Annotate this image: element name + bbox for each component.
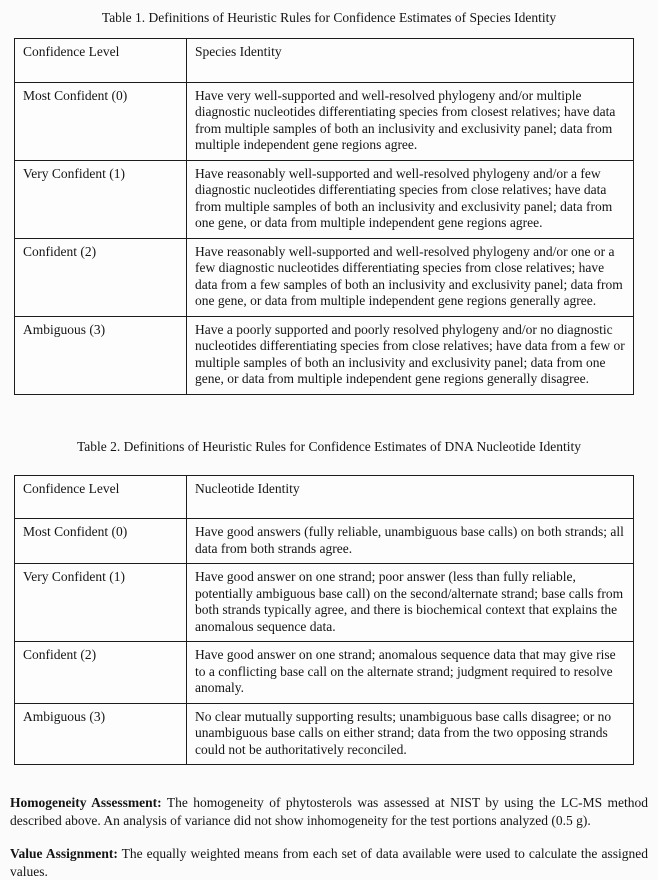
nucleotide-identity-header: Nucleotide Identity (187, 475, 634, 519)
confidence-level-cell: Very Confident (1) (15, 160, 187, 238)
definition-cell: No clear mutually supporting results; unambiguous base calls disagree; or no unambiguous base calls on either strand; data from the two opposing strands could not be authoritatively reconciled. (187, 703, 634, 765)
confidence-level-cell: Confident (2) (15, 238, 187, 316)
definition-cell: Have very well-supported and well-resolved phylogeny and/or multiple diagnostic nucleotides differentiating species from closest relatives; have data from multiple samples of both an inclusivity and exclusivity panel; data from multiple independent gene regions agree. (187, 82, 634, 160)
definition-cell: Have reasonably well-supported and well-resolved phylogeny and/or one or a few diagnostic nucleotides differentiating species from close relatives; have data from a few samples of both an inclusivity and exclusivity panel; data from one gene, or data from multiple independent gene regions generally agree. (187, 238, 634, 316)
definition-cell: Have good answer on one strand; poor answer (less than fully reliable, potentially ambiguous base call) on the second/alternate strand; base calls from both strands typically agree, and there is biochemical context that explains the anomalous sequence data. (187, 564, 634, 642)
table-1 (14, 38, 634, 395)
confidence-level-cell: Ambiguous (3) (15, 703, 187, 765)
homogeneity-assessment-paragraph (9, 794, 649, 829)
table-row (15, 238, 634, 316)
homogeneity-assessment-label: Homogeneity Assessment: (10, 795, 162, 810)
table-1-header-row (15, 39, 634, 83)
confidence-level-cell: Ambiguous (3) (15, 316, 187, 394)
definition-cell: Have good answers (fully reliable, unambiguous base calls) on both strands; all data from both strands agree. (187, 519, 634, 564)
definition-cell: Have reasonably well-supported and well-resolved phylogeny and/or a few diagnostic nucleotides differentiating species from close relatives; have data from multiple samples of both an inclusivity and exclusivity panel; data from one gene, or data from multiple independent gene regions agree. (187, 160, 634, 238)
confidence-level-cell: Confident (2) (15, 642, 187, 704)
table-row (15, 316, 634, 394)
definition-cell: Have good answer on one strand; anomalous sequence data that may give rise to a conflicting base call on the alternate strand; judgment required to resolve anomaly. (187, 642, 634, 704)
confidence-level-cell: Very Confident (1) (15, 564, 187, 642)
table-row (15, 642, 634, 704)
species-identity-header: Species Identity (187, 39, 634, 83)
confidence-level-cell: Most Confident (0) (15, 82, 187, 160)
table-1-title: Table 1. Definitions of Heuristic Rules for Confidence Estimates of Species Identity (101, 10, 557, 25)
value-assignment-text: The equally weighted means from each set of data available were used to calculate the assigned values. (10, 846, 648, 879)
table-2-title: Table 2. Definitions of Heuristic Rules for Confidence Estimates of DNA Nucleotide Identity (76, 438, 582, 454)
homogeneity-assessment-text: The homogeneity of phytosterols was assessed at NIST by using the LC-MS method described above. An analysis of variance did not show inhomogeneity for the test portions analyzed (0.5 g). (10, 795, 649, 828)
table-row (15, 82, 634, 160)
table-row (15, 703, 634, 765)
table-row (15, 564, 634, 642)
value-assignment-paragraph (9, 845, 649, 880)
value-assignment-label: Value Assignment: (10, 846, 118, 861)
table-row (15, 160, 634, 238)
confidence-level-header: Confidence Level (15, 475, 187, 519)
confidence-level-header: Confidence Level (15, 39, 187, 83)
confidence-level-cell: Most Confident (0) (15, 519, 187, 564)
definition-cell: Have a poorly supported and poorly resolved phylogeny and/or no diagnostic nucleotides differentiating species from close relatives; have data from a few or multiple samples of both an inclusivity and exclusivity panel; data from one gene, or data from multiple independent gene regions generally disagree. (187, 316, 634, 394)
table-row (15, 519, 634, 564)
table-2 (14, 475, 634, 766)
table-2-header-row (15, 475, 634, 519)
